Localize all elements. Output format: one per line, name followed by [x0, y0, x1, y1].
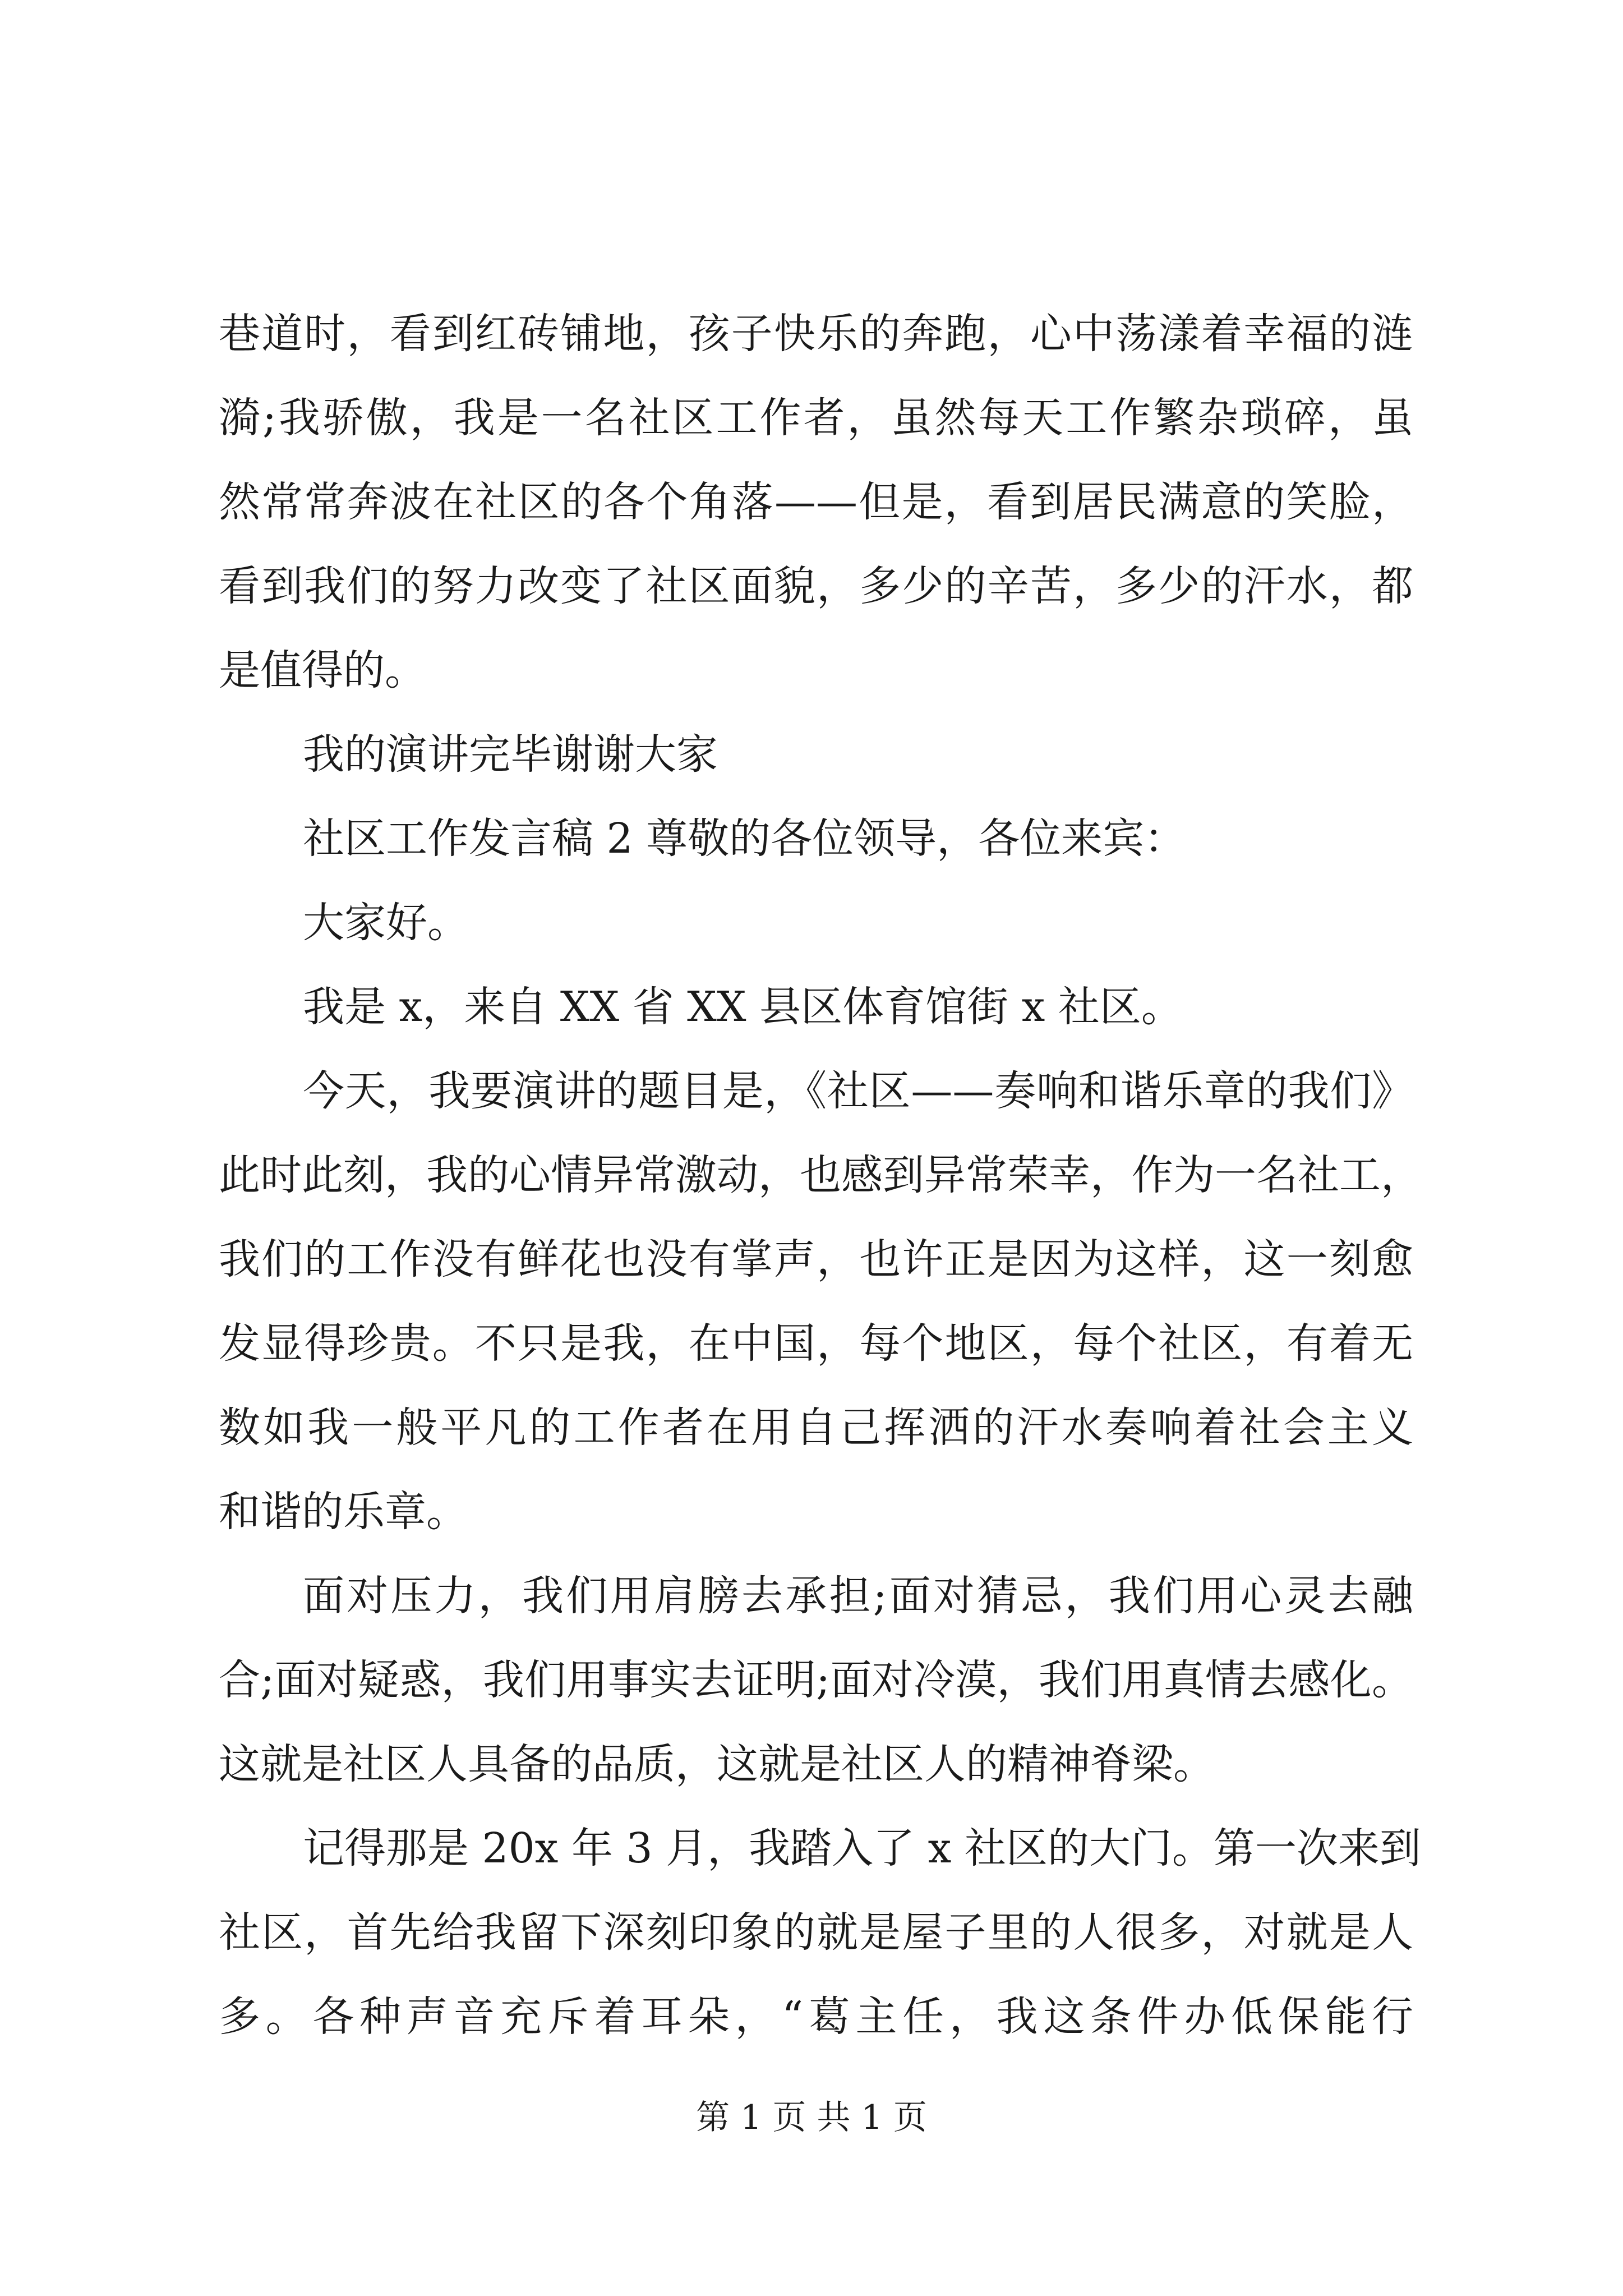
text-line: 多。各种声音充斥着耳朵，“葛主任，我这条件办低保能行 — [219, 1993, 1413, 2041]
text-line: 数如我一般平凡的工作者在用自己挥洒的汗水奏响着社会主义 — [219, 1404, 1413, 1452]
text-line: 今天，我要演讲的题目是，《社区——奏响和谐乐章的我们》 — [303, 1067, 1413, 1115]
text-line: 我是 x，来自 XX 省 XX 县区体育馆街 x 社区。 — [303, 983, 1183, 1031]
text-line: 我的演讲完毕谢谢大家 — [303, 730, 718, 779]
text-line: 这就是社区人具备的品质，这就是社区人的精神脊梁。 — [219, 1740, 1215, 1788]
text-line: 记得那是 20x 年 3 月，我踏入了 x 社区的大门。第一次来到 — [303, 1824, 1421, 1872]
text-line: 我们的工作没有鲜花也没有掌声，也许正是因为这样，这一刻愈 — [219, 1235, 1413, 1283]
text-line: 大家好。 — [303, 899, 469, 947]
text-line: 巷道时，看到红砖铺地，孩子快乐的奔跑，心中荡漾着幸福的涟 — [219, 310, 1413, 358]
text-line: 然常常奔波在社区的各个角落——但是，看到居民满意的笑脸， — [219, 478, 1413, 526]
text-line: 发显得珍贵。不只是我，在中国，每个地区，每个社区，有着无 — [219, 1319, 1413, 1368]
text-line: 看到我们的努力改变了社区面貌，多少的辛苦，多少的汗水，都 — [219, 562, 1413, 610]
page-footer: 第 1 页 共 1 页 — [696, 2098, 927, 2137]
text-line: 是值得的。 — [219, 646, 426, 694]
text-line: 面对压力，我们用肩膀去承担;面对猜忌，我们用心灵去融 — [303, 1572, 1413, 1620]
text-line: 和谐的乐章。 — [219, 1488, 468, 1536]
document-body — [219, 292, 1422, 2059]
text-line: 合;面对疑惑，我们用事实去证明;面对冷漠，我们用真情去感化。 — [219, 1656, 1413, 1704]
text-line: 漪;我骄傲，我是一名社区工作者，虽然每天工作繁杂琐碎，虽 — [219, 394, 1413, 442]
text-line: 社区，首先给我留下深刻印象的就是屋子里的人很多，对就是人 — [219, 1908, 1413, 1957]
text-line: 社区工作发言稿 2 尊敬的各位领导，各位来宾： — [303, 815, 1186, 863]
text-line: 此时此刻，我的心情异常激动，也感到异常荣幸，作为一名社工， — [219, 1151, 1422, 1199]
